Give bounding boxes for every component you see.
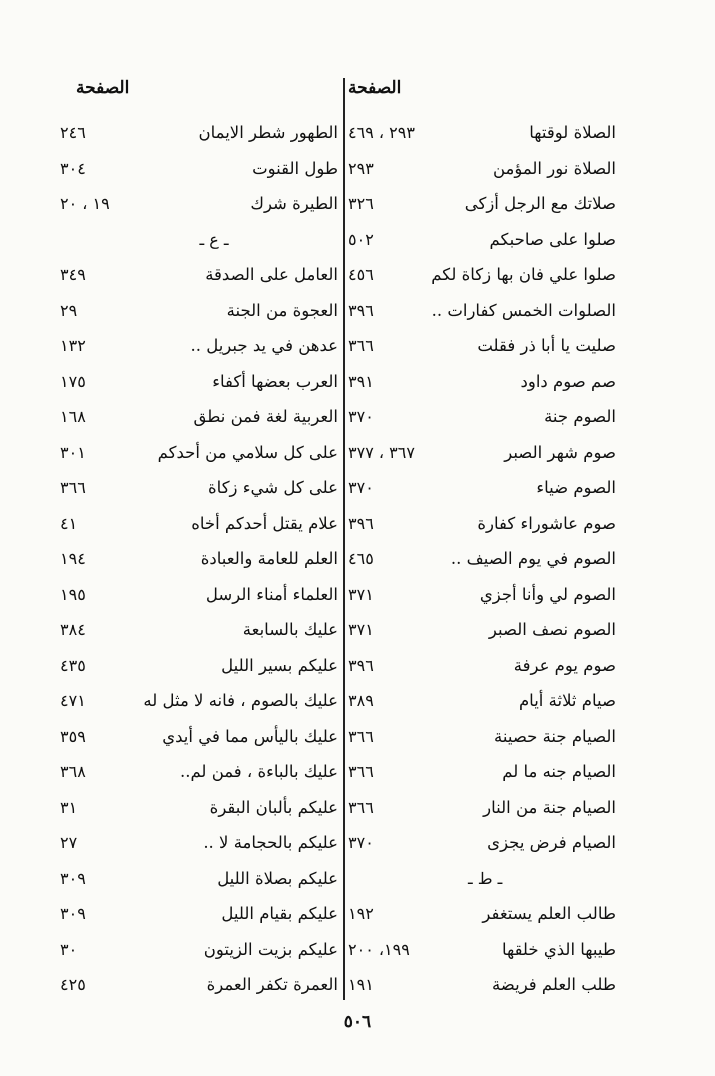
- index-entry: [348, 257, 616, 293]
- entry-page-number: ٣٦٦: [60, 478, 86, 497]
- entry-page-number: ٣٢٦: [348, 194, 374, 213]
- entry-page-number: ٣٠٩: [60, 904, 86, 923]
- entry-text: عليكم بألبان البقرة: [209, 797, 338, 817]
- entry-text: عليكم بزيت الزيتون: [203, 939, 338, 959]
- entry-page-number: ٣٩١: [348, 371, 374, 391]
- index-entry: [60, 790, 338, 826]
- entry-page-number: ٣٧٠: [348, 478, 374, 497]
- entry-page-number: ٣٨٩: [348, 691, 374, 710]
- entry-text: الطهور شطر الايمان: [198, 123, 338, 142]
- index-entry: [60, 932, 338, 968]
- index-entry: [60, 577, 338, 613]
- entry-page-number: ١٩ ، ٢٠: [60, 194, 110, 213]
- entry-text: الصوم جنة: [544, 407, 616, 426]
- index-entry: [348, 932, 616, 968]
- entry-page-number: ١٩٩، ٢٠٠: [348, 939, 410, 959]
- entry-page-number: ٣٩٦: [348, 513, 374, 533]
- index-entry: [60, 435, 338, 471]
- entry-text: العرب بعضها أكفاء: [212, 371, 338, 391]
- entry-page-number: ٣٥٩: [60, 726, 86, 746]
- entry-page-number: ٣٨٤: [60, 620, 86, 639]
- entry-page-number: ١٩٢: [348, 904, 374, 923]
- index-entry: [348, 683, 616, 719]
- entry-page-number: ٣٩٦: [348, 655, 374, 675]
- entry-text: عليك باليأس مما في أيدي: [162, 726, 338, 746]
- entry-text: الصوم لي وأنا أجزي: [479, 584, 616, 604]
- index-entry: [348, 577, 616, 613]
- index-entry: [60, 364, 338, 400]
- entry-text: عليكم بقيام الليل: [221, 904, 338, 923]
- entry-page-number: ٤٥٦: [348, 265, 374, 284]
- entry-text: الصوم ضياء: [536, 478, 616, 497]
- index-entry: [348, 648, 616, 684]
- entry-page-number: ٣٠٩: [60, 868, 86, 888]
- entry-text: عليكم بسير الليل: [221, 655, 338, 675]
- section-letter-heading: [348, 861, 616, 897]
- index-entry: [60, 506, 338, 542]
- entry-text: الصيام جنه ما لم: [502, 762, 616, 781]
- entry-page-number: ١٣٢: [60, 336, 86, 355]
- index-entry: [60, 151, 338, 187]
- index-entry: [348, 435, 616, 471]
- entry-page-number: ٣٧١: [348, 584, 374, 604]
- index-entry: [348, 222, 616, 258]
- entry-text: صم صوم داود: [520, 371, 616, 391]
- entry-text: صوم عاشوراء كفارة: [477, 513, 616, 533]
- entry-page-number: ٣٠١: [60, 442, 86, 462]
- entry-text: طول القنوت: [252, 158, 338, 178]
- entry-page-number: ٥٠٢: [348, 229, 374, 249]
- entry-text: العجوة من الجنة: [226, 300, 338, 320]
- entry-text: على كل شيء زكاة: [208, 478, 338, 497]
- index-entry: [60, 293, 338, 329]
- index-entry: [60, 257, 338, 293]
- index-entry: [348, 115, 616, 151]
- entry-page-number: ٣٦٦: [348, 762, 374, 781]
- index-entry: [348, 754, 616, 790]
- entry-text: الصيام جنة من النار: [483, 797, 616, 817]
- entry-page-number: ٣٤٩: [60, 265, 86, 284]
- entry-text: العلم للعامة والعبادة: [200, 549, 338, 568]
- entry-text: صوم شهر الصبر: [504, 442, 616, 462]
- entry-text: عليكم بصلاة الليل: [217, 868, 338, 888]
- index-entry: [60, 719, 338, 755]
- entry-text: الصلاة نور المؤمن: [492, 158, 616, 178]
- left-column-header: الصفحة: [76, 78, 130, 98]
- index-entry: [348, 612, 616, 648]
- entry-page-number: ٣٧٠: [348, 407, 374, 426]
- index-entry: [348, 186, 616, 222]
- entry-page-number: ٤٦٥: [348, 549, 374, 568]
- entry-page-number: ٤٧١: [60, 691, 86, 710]
- index-entry: [60, 328, 338, 364]
- index-entry: [60, 648, 338, 684]
- section-letter: ـ ط ـ: [468, 868, 503, 888]
- entry-text: عدهن في يد جبريل ..: [190, 336, 338, 355]
- entry-text: عليك بالباءة ، فمن لم..: [179, 762, 338, 781]
- index-entry: [348, 541, 616, 577]
- entry-text: الصيام فرض يجزى: [487, 833, 616, 852]
- page-number: ٥٠٦: [343, 1012, 372, 1032]
- index-entry: [60, 683, 338, 719]
- entry-text: صيام ثلاثة أيام: [518, 691, 616, 710]
- entry-text: صليت يا أبا ذر فقلت: [477, 336, 616, 355]
- entry-page-number: ٣٩٦: [348, 300, 374, 320]
- entry-page-number: ٢٩٣: [348, 158, 374, 178]
- entry-page-number: ١٧٥: [60, 371, 86, 391]
- entry-page-number: ٣٦٦: [348, 336, 374, 355]
- index-entry: [60, 754, 338, 790]
- entry-page-number: ٣٦٦: [348, 797, 374, 817]
- index-entry: [348, 399, 616, 435]
- entry-page-number: ٣٧٠: [348, 833, 374, 852]
- entry-page-number: ٢٩: [60, 300, 78, 320]
- section-letter-heading: [60, 222, 338, 258]
- entry-page-number: ٣٠: [60, 939, 78, 959]
- entry-text: علام يقتل أحدكم أخاه: [191, 513, 338, 533]
- entry-text: الصلوات الخمس كفارات ..: [431, 300, 616, 320]
- index-entry: [60, 967, 338, 1003]
- entry-page-number: ٣١: [60, 797, 78, 817]
- entry-page-number: ١٩٤: [60, 549, 86, 568]
- index-entry: [60, 541, 338, 577]
- entry-text: عليكم بالحجامة لا ..: [203, 833, 338, 852]
- entry-text: صلوا على صاحبكم: [489, 229, 616, 249]
- entry-page-number: ٢٧: [60, 833, 78, 852]
- entry-text: العمرة تكفر العمرة: [206, 975, 338, 994]
- index-entry: [60, 470, 338, 506]
- index-entry: [348, 896, 616, 932]
- index-entry: [348, 506, 616, 542]
- index-entry: [60, 612, 338, 648]
- index-entry: [348, 967, 616, 1003]
- right-entry-list: [348, 115, 616, 1003]
- entry-page-number: ٢٤٦: [60, 123, 86, 142]
- index-entry: [348, 825, 616, 861]
- entry-text: طالب العلم يستغفر: [482, 904, 616, 923]
- entry-text: الطيرة شرك: [250, 194, 338, 213]
- entry-text: الصوم نصف الصبر: [488, 620, 616, 639]
- entry-text: العلماء أمناء الرسل: [205, 584, 338, 604]
- entry-text: عليك بالصوم ، فانه لا مثل له: [143, 691, 338, 710]
- index-entry: [348, 293, 616, 329]
- section-letter: ـ ع ـ: [199, 229, 229, 249]
- entry-text: الصلاة لوقتها: [529, 123, 616, 142]
- index-entry: [60, 115, 338, 151]
- entry-page-number: ٣٧١: [348, 620, 374, 639]
- entry-text: على كل سلامي من أحدكم: [157, 442, 338, 462]
- entry-text: العربية لغة فمن نطق: [193, 407, 338, 426]
- index-entry: [60, 825, 338, 861]
- index-entry: [348, 364, 616, 400]
- right-column-header: الصفحة: [348, 78, 402, 98]
- entry-text: صلاتك مع الرجل أزكى: [464, 194, 616, 213]
- index-entry: [348, 790, 616, 826]
- entry-page-number: ٣٠٤: [60, 158, 86, 178]
- entry-page-number: ٤٣٥: [60, 655, 86, 675]
- left-entry-list: [60, 115, 338, 1003]
- index-entry: [348, 151, 616, 187]
- index-entry: [60, 896, 338, 932]
- entry-page-number: ٢٩٣ ، ٤٦٩: [348, 123, 415, 142]
- entry-page-number: ٤١: [60, 513, 78, 533]
- entry-text: الصيام جنة حصينة: [494, 726, 616, 746]
- entry-page-number: ١٦٨: [60, 407, 86, 426]
- index-entry: [60, 186, 338, 222]
- entry-text: عليك بالسابعة: [242, 620, 338, 639]
- entry-text: طيبها الذي خلقها: [501, 939, 616, 959]
- index-entry: [60, 861, 338, 897]
- entry-page-number: ٣٦٧ ، ٣٧٧: [348, 442, 415, 462]
- entry-text: طلب العلم فريضة: [491, 975, 616, 994]
- entry-text: صلوا علي فان بها زكاة لكم: [431, 265, 616, 284]
- entry-page-number: ١٩٥: [60, 584, 86, 604]
- column-divider: [343, 78, 345, 1000]
- index-entry: [348, 328, 616, 364]
- entry-text: صوم يوم عرفة: [513, 655, 616, 675]
- index-entry: [348, 719, 616, 755]
- entry-text: العامل على الصدقة: [205, 265, 338, 284]
- entry-page-number: ٣٦٨: [60, 762, 86, 781]
- index-entry: [60, 399, 338, 435]
- entry-page-number: ٤٢٥: [60, 975, 86, 994]
- index-entry: [348, 470, 616, 506]
- entry-page-number: ١٩١: [348, 975, 374, 994]
- entry-text: الصوم في يوم الصيف ..: [450, 549, 616, 568]
- entry-page-number: ٣٦٦: [348, 726, 374, 746]
